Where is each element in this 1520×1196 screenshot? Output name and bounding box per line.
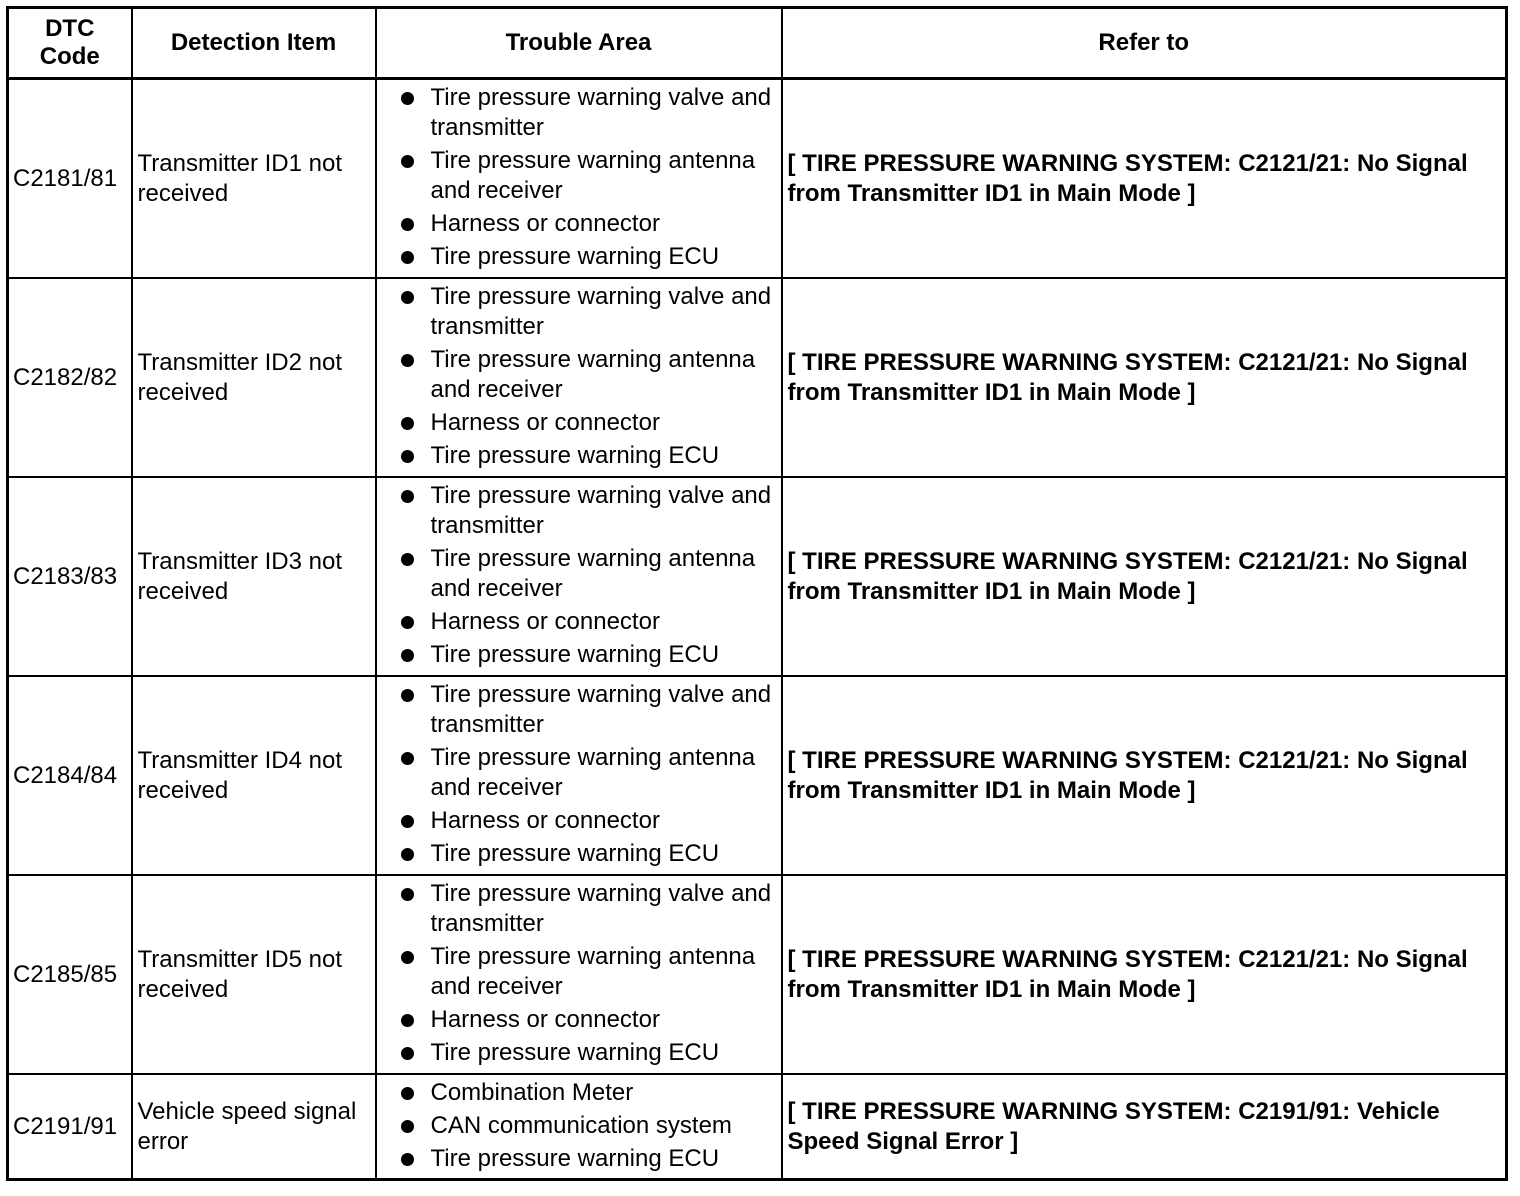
bullet-icon [401,752,414,765]
bullet-icon [401,450,414,463]
list-item [377,640,775,670]
trouble-area-text: Combination Meter [430,1078,634,1106]
header-trouble-area: Trouble Area [376,8,782,79]
trouble-area-text: Tire pressure warning ECU [430,442,720,469]
bullet-icon [401,815,414,828]
table-row [8,278,1507,477]
table-row [8,1074,1507,1180]
bullet-icon [401,888,414,901]
detection-item-cell: Transmitter ID1 not received [132,79,376,279]
dtc-code-cell: C2191/91 [8,1074,132,1180]
list-item [377,1111,775,1141]
bullet-icon [401,354,414,367]
bullet-icon [401,490,414,503]
bullet-icon [401,291,414,304]
trouble-area-text: Harness or connector [430,210,660,237]
trouble-area-list [377,1078,781,1174]
trouble-area-list [377,83,781,272]
trouble-area-text: Tire pressure warning antenna and receiver [430,545,756,602]
trouble-area-text: Tire pressure warning valve and transmitter [430,880,772,937]
list-item [377,879,775,939]
bullet-icon [401,553,414,566]
list-item [377,743,775,803]
dtc-code-cell: C2183/83 [8,477,132,676]
trouble-area-cell [376,79,782,279]
list-item [377,146,775,206]
refer-to-link[interactable]: [ TIRE PRESSURE WARNING SYSTEM: C2121/21: No Signal from Transmitter ID1 in Main Mode ] [782,79,1507,279]
trouble-area-text: Harness or connector [430,807,660,834]
trouble-area-text: Tire pressure warning valve and transmitter [430,84,772,141]
list-item [377,1144,775,1174]
trouble-area-text: Harness or connector [430,608,660,635]
trouble-area-text: Tire pressure warning ECU [430,641,720,668]
bullet-icon [401,1120,414,1133]
table-header-row [8,8,1507,79]
table-row [8,676,1507,875]
bullet-icon [401,1153,414,1166]
trouble-area-list [377,282,781,471]
bullet-icon [401,1047,414,1060]
list-item [377,408,775,438]
bullet-icon [401,218,414,231]
table-row [8,477,1507,676]
list-item [377,1038,775,1068]
bullet-icon [401,417,414,430]
table-row [8,875,1507,1074]
list-item [377,242,775,272]
trouble-area-list [377,680,781,869]
dtc-code-cell: C2185/85 [8,875,132,1074]
trouble-area-cell [376,477,782,676]
trouble-area-text: Tire pressure warning valve and transmitter [430,283,772,340]
refer-to-link[interactable]: [ TIRE PRESSURE WARNING SYSTEM: C2121/21: No Signal from Transmitter ID1 in Main Mode ] [782,278,1507,477]
trouble-area-cell [376,1074,782,1180]
detection-item-cell: Transmitter ID5 not received [132,875,376,1074]
list-item [377,345,775,405]
trouble-area-text: Tire pressure warning ECU [430,1144,720,1172]
trouble-area-cell [376,875,782,1074]
detection-item-cell: Vehicle speed signal error [132,1074,376,1180]
list-item [377,83,775,143]
trouble-area-text: Tire pressure warning ECU [430,1039,720,1066]
trouble-area-text: Tire pressure warning valve and transmitter [430,681,772,738]
table-row [8,79,1507,279]
bullet-icon [401,251,414,264]
refer-to-link[interactable]: [ TIRE PRESSURE WARNING SYSTEM: C2191/91: Vehicle Speed Signal Error ] [782,1074,1507,1180]
list-item [377,680,775,740]
list-item [377,839,775,869]
header-refer-to: Refer to [782,8,1507,79]
refer-to-link[interactable]: [ TIRE PRESSURE WARNING SYSTEM: C2121/21: No Signal from Transmitter ID1 in Main Mode ] [782,676,1507,875]
dtc-code-cell: C2184/84 [8,676,132,875]
list-item [377,1078,775,1108]
trouble-area-text: Tire pressure warning antenna and receiver [430,744,756,801]
trouble-area-text: Tire pressure warning antenna and receiver [430,346,756,403]
dtc-code-cell: C2182/82 [8,278,132,477]
list-item [377,209,775,239]
header-detection-item: Detection Item [132,8,376,79]
trouble-area-text: Harness or connector [430,1006,660,1033]
header-dtc-code: DTC Code [8,8,132,79]
dtc-code-cell: C2181/81 [8,79,132,279]
trouble-area-cell [376,676,782,875]
bullet-icon [401,1014,414,1027]
list-item [377,942,775,1002]
bullet-icon [401,951,414,964]
trouble-area-text: Tire pressure warning antenna and receiver [430,943,756,1000]
list-item [377,441,775,471]
detection-item-cell: Transmitter ID3 not received [132,477,376,676]
trouble-area-text: Tire pressure warning valve and transmitter [430,482,772,539]
bullet-icon [401,848,414,861]
trouble-area-cell [376,278,782,477]
list-item [377,806,775,836]
trouble-area-text: Tire pressure warning antenna and receiver [430,147,756,204]
trouble-area-list [377,481,781,670]
trouble-area-list [377,879,781,1068]
bullet-icon [401,616,414,629]
dtc-table [6,6,1508,1181]
bullet-icon [401,689,414,702]
trouble-area-text: CAN communication system [430,1111,732,1139]
detection-item-cell: Transmitter ID2 not received [132,278,376,477]
bullet-icon [401,92,414,105]
list-item [377,1005,775,1035]
trouble-area-text: Tire pressure warning ECU [430,243,720,270]
detection-item-cell: Transmitter ID4 not received [132,676,376,875]
refer-to-link[interactable]: [ TIRE PRESSURE WARNING SYSTEM: C2121/21: No Signal from Transmitter ID1 in Main Mode ] [782,477,1507,676]
trouble-area-text: Harness or connector [430,409,660,436]
list-item [377,544,775,604]
list-item [377,607,775,637]
trouble-area-text: Tire pressure warning ECU [430,840,720,867]
list-item [377,282,775,342]
bullet-icon [401,649,414,662]
list-item [377,481,775,541]
refer-to-link[interactable]: [ TIRE PRESSURE WARNING SYSTEM: C2121/21: No Signal from Transmitter ID1 in Main Mode ] [782,875,1507,1074]
bullet-icon [401,1087,414,1100]
bullet-icon [401,155,414,168]
